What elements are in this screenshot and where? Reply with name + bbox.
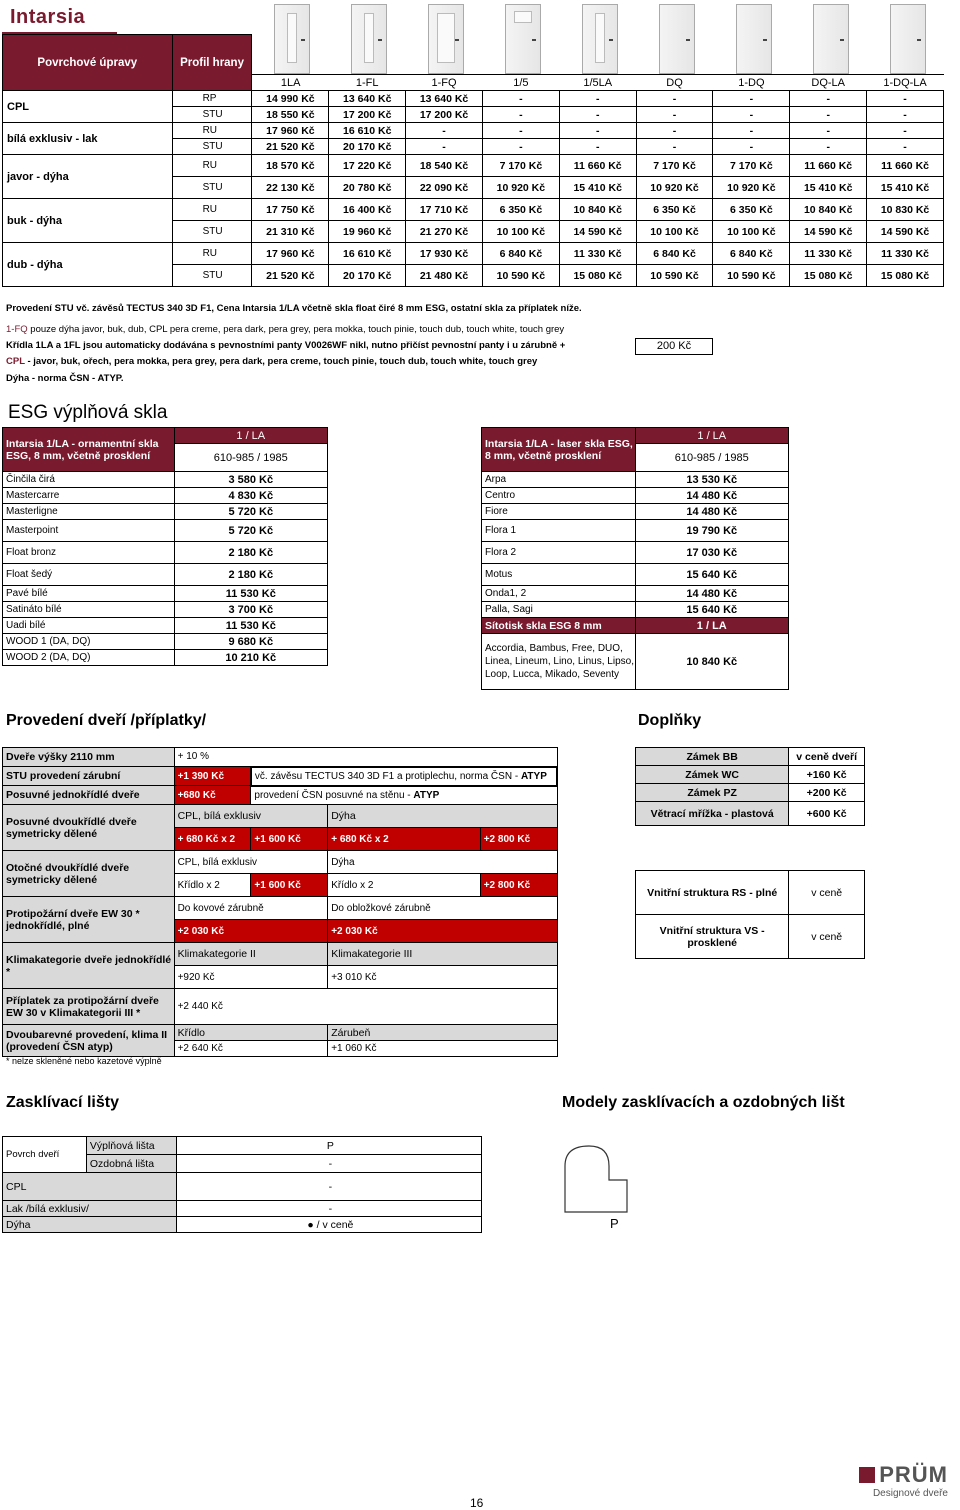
logo-mark	[859, 1467, 875, 1483]
price-cell: 7 170 Kč	[713, 155, 790, 177]
price-cell: 6 350 Kč	[482, 199, 559, 221]
prp-r3-atyp: ATYP	[413, 789, 440, 801]
logo-brand: PRÜM	[879, 1462, 948, 1487]
prp-r1-val: + 10 %	[174, 748, 557, 767]
col-model-4: 1/5LA	[559, 75, 636, 91]
col-model-5: DQ	[636, 75, 713, 91]
price-cell: 10 590 Kč	[482, 265, 559, 287]
laser-glass-price: 13 530 Kč	[635, 472, 788, 488]
esg-glass-price: 9 680 Kč	[174, 634, 327, 650]
prp-r4-b: +1 600 Kč	[251, 828, 328, 851]
zl-cpl: CPL	[3, 1173, 177, 1201]
prp-r4-d: +2 800 Kč	[480, 828, 557, 851]
esg-left-col2: 610-985 / 1985	[174, 444, 327, 472]
esg-glass-price: 5 720 Kč	[174, 504, 327, 520]
price-cell: 10 830 Kč	[867, 199, 944, 221]
profile-cell: STU	[172, 221, 252, 243]
dop-5-name: Vnitřní struktura RS - plné	[636, 871, 789, 915]
dop-4-val: +600 Kč	[789, 802, 865, 826]
zl-row1-name: Výplňová lišta	[86, 1137, 176, 1155]
price-cell: 20 170 Kč	[329, 139, 406, 155]
dop-3-val: +200 Kč	[789, 784, 865, 802]
esg-glass-price: 3 580 Kč	[174, 472, 327, 488]
modely-title: Modely zasklívacích a ozdobných lišt	[562, 1094, 845, 1111]
price-cell: -	[559, 91, 636, 107]
price-cell: -	[636, 139, 713, 155]
price-cell: -	[636, 107, 713, 123]
profile-cell: RU	[172, 123, 252, 139]
price-cell: -	[406, 123, 483, 139]
prp-r3-label: Posuvné jednokřídlé dveře	[3, 786, 175, 805]
zl-lak-val: -	[176, 1201, 481, 1217]
price-cell: 21 520 Kč	[252, 139, 329, 155]
esg-glass-name: WOOD 2 (DA, DQ)	[3, 650, 175, 666]
col-model-0: 1LA	[252, 75, 329, 91]
prp-r6-h1: Do kovové zárubně	[174, 897, 328, 920]
price-cell: -	[713, 91, 790, 107]
price-cell: 15 410 Kč	[559, 177, 636, 199]
price-cell: 6 840 Kč	[713, 243, 790, 265]
price-cell: 21 310 Kč	[252, 221, 329, 243]
esg-glass-name: Masterligne	[3, 504, 175, 520]
esg-glass-price: 11 530 Kč	[174, 618, 327, 634]
laser-glass-price: 14 480 Kč	[635, 504, 788, 520]
laser-glass-name: Palla, Sagi	[482, 602, 636, 618]
esg-left-col1: 1 / LA	[174, 428, 327, 444]
price-cell: -	[482, 91, 559, 107]
note-1fq-label: 1-FQ	[6, 324, 28, 335]
price-cell: 14 590 Kč	[559, 221, 636, 243]
price-cell: -	[790, 91, 867, 107]
col-model-1: 1-FL	[329, 75, 406, 91]
note-1fq-text: pouze dýha javor, buk, dub, CPL pera creme, pera dark, pera grey, pera mokka, touch pinie, touch dub, touch white, touch grey	[27, 324, 565, 335]
col-model-7: DQ-LA	[790, 75, 867, 91]
price-cell: 13 640 Kč	[406, 91, 483, 107]
note-cpl-text: - javor, buk, ořech, pera mokka, pera grey, pera dark, pera creme, touch pinie, touch dub, touch white, touch grey	[24, 356, 538, 367]
profile-cell: RU	[172, 243, 252, 265]
price-cell: 20 780 Kč	[329, 177, 406, 199]
price-cell: -	[867, 139, 944, 155]
laser-glass-name: Flora 2	[482, 542, 636, 564]
profile-cell: RU	[172, 155, 252, 177]
prp-r8-label: Příplatek za protipožární dveře EW 30 v Klimakategorii III *	[3, 989, 175, 1025]
price-cell: 11 330 Kč	[790, 243, 867, 265]
price-cell: -	[713, 123, 790, 139]
price-cell: -	[867, 91, 944, 107]
esg-glass-name: Pavé bílé	[3, 586, 175, 602]
profile-cell: STU	[172, 265, 252, 287]
profile-p-label: P	[610, 1216, 619, 1231]
esg-left-head2: ESG, 8 mm, včetně prosklení	[6, 449, 151, 462]
price-table	[2, 34, 944, 287]
note-cpl-label: CPL	[6, 356, 25, 367]
price-cell: 16 610 Kč	[329, 243, 406, 265]
price-cell: 11 330 Kč	[867, 243, 944, 265]
prum-logo	[859, 1462, 948, 1499]
laser-glass-name: Onda1, 2	[482, 586, 636, 602]
price-cell: -	[713, 139, 790, 155]
price-cell: 15 410 Kč	[867, 177, 944, 199]
prp-r7-h2: Klimakategorie III	[328, 943, 557, 966]
dop-5-val: v ceně	[789, 871, 865, 915]
price-cell: 11 660 Kč	[559, 155, 636, 177]
door-pane	[514, 11, 532, 23]
price-cell: -	[482, 123, 559, 139]
surface-label: bílá exklusiv - lak	[3, 123, 173, 155]
price-cell: 10 840 Kč	[790, 199, 867, 221]
esg-glass-price: 11 530 Kč	[174, 586, 327, 602]
esg-glass-name: WOOD 1 (DA, DQ)	[3, 634, 175, 650]
price-cell: 21 480 Kč	[406, 265, 483, 287]
prp-r9-label: Dvoubarevné provedení, klima II (provedení ČSN atyp)	[3, 1025, 175, 1057]
esg-right-table	[481, 427, 789, 690]
esg-glass-price: 2 180 Kč	[174, 542, 327, 564]
prp-r4-h2: Dýha	[328, 805, 557, 828]
dop-1-name: Zámek BB	[636, 748, 789, 766]
price-cell: 14 990 Kč	[252, 91, 329, 107]
zl-dyha-val: ● / v ceně	[176, 1217, 481, 1233]
price-cell: 17 960 Kč	[252, 123, 329, 139]
provedeni-table	[2, 747, 558, 1057]
price-cell: 17 710 Kč	[406, 199, 483, 221]
col-model-3: 1/5	[482, 75, 559, 91]
price-cell: 10 920 Kč	[713, 177, 790, 199]
esg-glass-price: 2 180 Kč	[174, 564, 327, 586]
doplnky-title: Doplňky	[638, 712, 702, 729]
prp-r3-note: provedení ČSN posuvné na stěnu -	[254, 789, 414, 801]
prp-r5-d: +2 800 Kč	[480, 874, 557, 897]
zl-row2-name: Ozdobná lišta	[86, 1155, 176, 1173]
price-cell: 10 590 Kč	[713, 265, 790, 287]
zl-row2-val: -	[176, 1155, 481, 1173]
surface-label: buk - dýha	[3, 199, 173, 243]
price-cell: 22 090 Kč	[406, 177, 483, 199]
price-cell: 15 410 Kč	[790, 177, 867, 199]
profile-cell: RP	[172, 91, 252, 107]
price-cell: 17 960 Kč	[252, 243, 329, 265]
profile-cell: STU	[172, 139, 252, 155]
surcharge-box: 200 Kč	[635, 338, 713, 355]
doplnky-table-2	[635, 870, 865, 959]
zl-row1-val: P	[176, 1137, 481, 1155]
price-cell: 19 960 Kč	[329, 221, 406, 243]
prp-r2-label: STU provedení zárubní	[3, 767, 175, 786]
zl-dyha: Dýha	[3, 1217, 177, 1233]
price-cell: 21 520 Kč	[252, 265, 329, 287]
esg-glass-price: 10 210 Kč	[174, 650, 327, 666]
esg-right-col2: 610-985 / 1985	[635, 444, 788, 472]
esg-glass-price: 3 700 Kč	[174, 602, 327, 618]
price-cell: 17 220 Kč	[329, 155, 406, 177]
dop-1-val: v ceně dveří	[789, 748, 865, 766]
sitotisk-names: Accordia, Bambus, Free, DUO, Linea, Lineum, Lino, Linus, Lipso, Loop, Lucca, Mikado, Seventy	[482, 634, 636, 690]
col-model-8: 1-DQ-LA	[867, 75, 944, 91]
sitotisk-price: 10 840 Kč	[635, 634, 788, 690]
prp-r2-atyp: ATYP	[520, 770, 547, 782]
zl-lak: Lak /bílá exklusiv/	[3, 1201, 177, 1217]
price-cell: -	[790, 139, 867, 155]
laser-glass-price: 14 480 Kč	[635, 488, 788, 504]
price-cell: -	[559, 139, 636, 155]
dop-4-name: Větrací mřížka - plastová	[636, 802, 789, 826]
prp-r1-label: Dveře výšky 2110 mm	[3, 748, 175, 767]
price-cell: 10 590 Kč	[636, 265, 713, 287]
dop-6-name: Vnitřní struktura VS - prosklené	[636, 915, 789, 959]
h-profile: Profil hrany	[172, 35, 252, 91]
price-cell: 6 350 Kč	[713, 199, 790, 221]
price-cell: 21 270 Kč	[406, 221, 483, 243]
price-cell: -	[482, 139, 559, 155]
price-cell: -	[790, 107, 867, 123]
prp-r8-val: +2 440 Kč	[174, 989, 557, 1025]
laser-glass-name: Flora 1	[482, 520, 636, 542]
page-number: 16	[470, 1496, 484, 1510]
prp-r7-h1: Klimakategorie II	[174, 943, 328, 966]
price-cell: 6 840 Kč	[636, 243, 713, 265]
price-cell: 20 170 Kč	[329, 265, 406, 287]
prp-r9-b: +1 060 Kč	[328, 1041, 557, 1057]
h-surface: Povrchové úpravy	[3, 35, 173, 91]
prp-r4-label: Posuvné dvoukřídlé dveře symetricky dělené	[3, 805, 175, 851]
esg-left-head1: Intarsia 1/LA - ornamentní skla	[6, 437, 159, 450]
zasklivaci-table	[2, 1136, 482, 1233]
prp-r5-b: +1 600 Kč	[251, 874, 328, 897]
note-cpl	[6, 356, 906, 367]
price-cell: 10 920 Kč	[636, 177, 713, 199]
laser-glass-price: 14 480 Kč	[635, 586, 788, 602]
prp-r5-h2: Dýha	[328, 851, 557, 874]
note-stu: Provedení STU vč. závěsů TECTUS 340 3D F1, Cena Intarsia 1/LA včetně skla float čiré 8 mm ESG, ostatní skla za příplatek níže.	[6, 303, 582, 314]
esg-glass-name: Mastercarre	[3, 488, 175, 504]
prp-r5-c: Křídlo x 2	[328, 874, 481, 897]
price-cell: 15 080 Kč	[867, 265, 944, 287]
prp-r2-note: vč. závěsu TECTUS 340 3D F1 a protiplechu, norma ČSN -	[254, 770, 521, 782]
laser-glass-name: Fiore	[482, 504, 636, 520]
dop-2-name: Zámek WC	[636, 766, 789, 784]
sitotisk-col: 1 / LA	[635, 618, 788, 634]
price-cell: 17 200 Kč	[329, 107, 406, 123]
price-cell: 14 590 Kč	[790, 221, 867, 243]
page-title: Intarsia	[10, 6, 86, 28]
price-cell: -	[406, 139, 483, 155]
prp-r6-b: +2 030 Kč	[328, 920, 557, 943]
price-cell: 6 350 Kč	[636, 199, 713, 221]
esg-left-table	[2, 427, 328, 666]
esg-glass-price: 4 830 Kč	[174, 488, 327, 504]
price-cell: 10 920 Kč	[482, 177, 559, 199]
price-cell: -	[482, 107, 559, 123]
price-cell: 13 640 Kč	[329, 91, 406, 107]
price-cell: 15 080 Kč	[790, 265, 867, 287]
note-pevnostni: Křídla 1LA a 1FL jsou automaticky dodávána s pevnostními panty V0026WF nikl, nutno přičíst pevnostní panty i u zárubně +	[6, 340, 566, 351]
price-cell: 18 570 Kč	[252, 155, 329, 177]
provedeni-title: Provedení dveří /příplatky/	[6, 712, 207, 729]
esg-glass-name: Satináto bílé	[3, 602, 175, 618]
dop-3-name: Zámek PZ	[636, 784, 789, 802]
price-cell: -	[867, 107, 944, 123]
provedeni-footnote: * nelze skleněné nebo kazetové výplně	[6, 1056, 162, 1066]
profile-p-shape	[565, 1146, 627, 1212]
price-cell: 11 660 Kč	[867, 155, 944, 177]
laser-glass-price: 15 640 Kč	[635, 602, 788, 618]
laser-glass-price: 17 030 Kč	[635, 542, 788, 564]
dop-2-val: +160 Kč	[789, 766, 865, 784]
profile-cell: RU	[172, 199, 252, 221]
laser-glass-name: Centro	[482, 488, 636, 504]
surface-label: dub - dýha	[3, 243, 173, 287]
price-cell: -	[636, 123, 713, 139]
zasklivaci-title: Zasklívací lišty	[6, 1094, 119, 1111]
laser-glass-price: 15 640 Kč	[635, 564, 788, 586]
price-cell: 10 100 Kč	[482, 221, 559, 243]
sitotisk-head: Sítotisk skla ESG 8 mm	[482, 618, 636, 634]
price-cell: 16 610 Kč	[329, 123, 406, 139]
esg-glass-name: Float bronz	[3, 542, 175, 564]
doplnky-table-1	[635, 747, 865, 826]
price-cell: 7 170 Kč	[636, 155, 713, 177]
price-cell: 10 100 Kč	[713, 221, 790, 243]
price-cell: 10 840 Kč	[559, 199, 636, 221]
price-cell: -	[559, 123, 636, 139]
prp-r4-c: + 680 Kč x 2	[328, 828, 481, 851]
price-cell: 6 840 Kč	[482, 243, 559, 265]
note-dyha: Dýha - norma ČSN - ATYP.	[6, 373, 124, 384]
logo-tagline: Designové dveře	[872, 1488, 948, 1499]
esg-right-head: Intarsia 1/LA - laser skla ESG, 8 mm, včetně prosklení	[482, 428, 636, 472]
zl-surface-label: Povrch dveří	[3, 1137, 87, 1173]
profile-cell: STU	[172, 107, 252, 123]
note-1fq	[6, 324, 906, 335]
laser-glass-name: Motus	[482, 564, 636, 586]
door-image-band	[252, 35, 944, 75]
price-cell: 11 660 Kč	[790, 155, 867, 177]
laser-glass-price: 19 790 Kč	[635, 520, 788, 542]
prp-r9-h1: Křídlo	[174, 1025, 328, 1041]
prp-r6-a: +2 030 Kč	[174, 920, 328, 943]
profile-cell: STU	[172, 177, 252, 199]
price-cell: -	[713, 107, 790, 123]
price-cell: 18 540 Kč	[406, 155, 483, 177]
prp-r4-h1: CPL, bílá exklusiv	[174, 805, 328, 828]
prp-r6-h2: Do obložkové zárubně	[328, 897, 557, 920]
prp-r7-label: Klimakategorie dveře jednokřídlé *	[3, 943, 175, 989]
esg-glass-name: Činčila čirá	[3, 472, 175, 488]
price-cell: -	[790, 123, 867, 139]
price-cell: 22 130 Kč	[252, 177, 329, 199]
esg-glass-name: Uadi bílé	[3, 618, 175, 634]
prp-r7-b: +3 010 Kč	[328, 966, 557, 989]
price-cell: -	[559, 107, 636, 123]
esg-glass-name: Masterpoint	[3, 520, 175, 542]
price-cell: 16 400 Kč	[329, 199, 406, 221]
surface-label: javor - dýha	[3, 155, 173, 199]
price-cell: -	[867, 123, 944, 139]
profile-p-drawing	[545, 1140, 645, 1240]
zl-cpl-val: -	[176, 1173, 481, 1201]
prp-r9-h2: Zárubeň	[328, 1025, 557, 1041]
esg-right-col1: 1 / LA	[635, 428, 788, 444]
price-cell: 11 330 Kč	[559, 243, 636, 265]
price-cell: 15 080 Kč	[559, 265, 636, 287]
price-cell: 17 930 Kč	[406, 243, 483, 265]
prp-r2-price: +1 390 Kč	[174, 767, 251, 786]
price-cell: 14 590 Kč	[867, 221, 944, 243]
price-cell: -	[636, 91, 713, 107]
esg-glass-price: 5 720 Kč	[174, 520, 327, 542]
col-model-6: 1-DQ	[713, 75, 790, 91]
prp-r6-label: Protipožární dveře EW 30 * jednokřídlé, plné	[3, 897, 175, 943]
price-cell: 17 200 Kč	[406, 107, 483, 123]
prp-r9-a: +2 640 Kč	[174, 1041, 328, 1057]
surface-label: CPL	[3, 91, 173, 123]
dop-6-val: v ceně	[789, 915, 865, 959]
price-cell: 17 750 Kč	[252, 199, 329, 221]
prp-r4-a: + 680 Kč x 2	[174, 828, 251, 851]
prp-r5-a: Křídlo x 2	[174, 874, 251, 897]
price-cell: 18 550 Kč	[252, 107, 329, 123]
prp-r5-h1: CPL, bílá exklusiv	[174, 851, 328, 874]
prp-r7-a: +920 Kč	[174, 966, 328, 989]
price-cell: 7 170 Kč	[482, 155, 559, 177]
col-model-2: 1-FQ	[406, 75, 483, 91]
laser-glass-name: Arpa	[482, 472, 636, 488]
price-cell: 10 100 Kč	[636, 221, 713, 243]
esg-glass-name: Float šedý	[3, 564, 175, 586]
prp-r3-price: +680 Kč	[174, 786, 251, 805]
esg-title: ESG výplňová skla	[8, 402, 168, 423]
prp-r5-label: Otočné dvoukřídlé dveře symetricky dělené	[3, 851, 175, 897]
